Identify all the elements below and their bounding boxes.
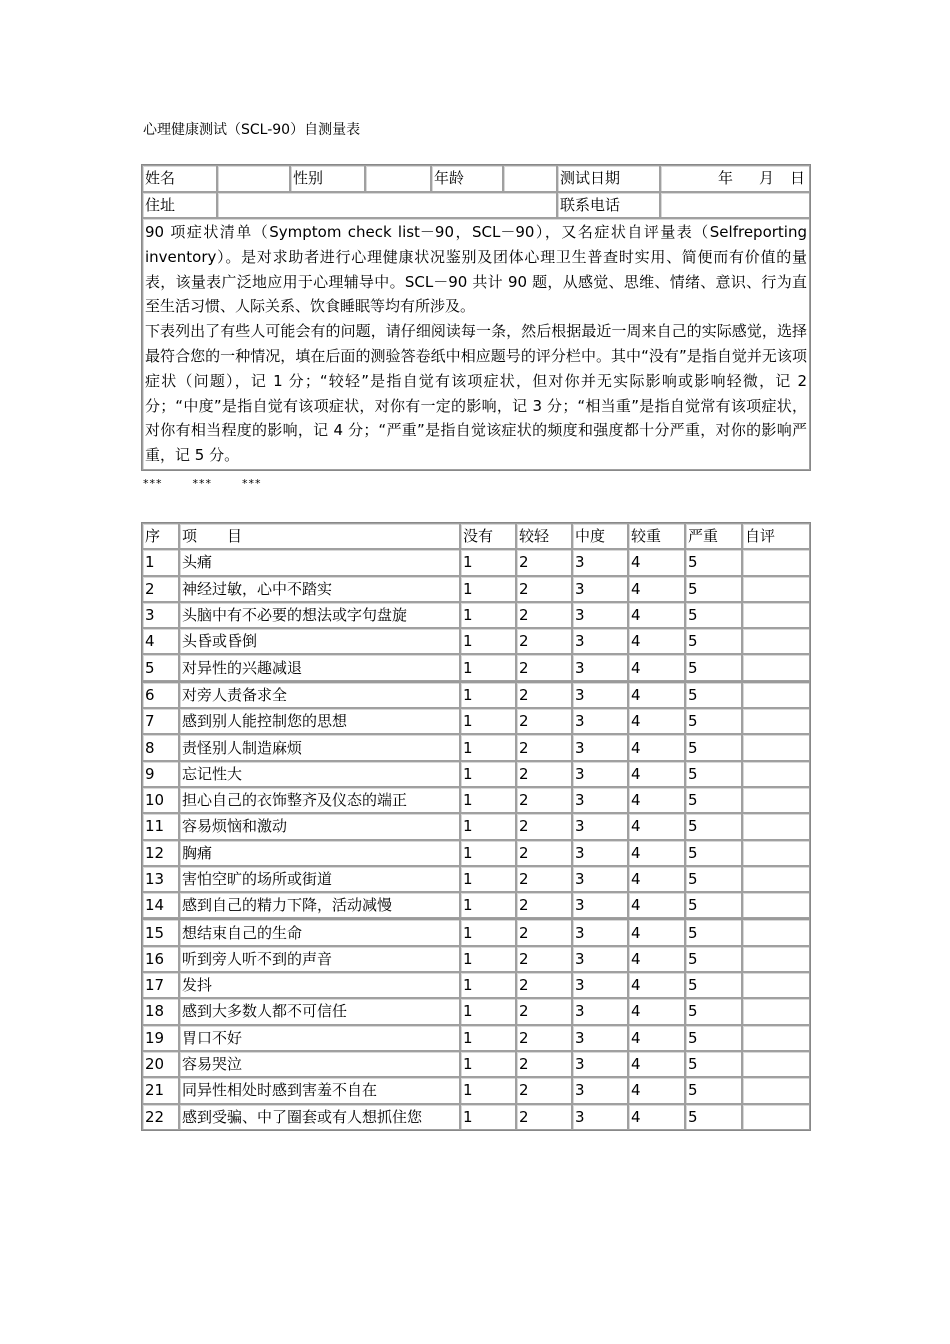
header-severe: 严重 (685, 523, 742, 549)
score-fairly-severe[interactable]: 4 (628, 972, 685, 998)
item-text: 发抖 (179, 972, 460, 998)
age-field[interactable] (503, 165, 557, 192)
score-mild[interactable]: 2 (516, 681, 572, 708)
self-rating-field[interactable] (742, 602, 810, 628)
table-row (142, 602, 810, 628)
table-row (142, 972, 810, 998)
score-fairly-severe[interactable]: 4 (628, 918, 685, 945)
table-row (142, 840, 810, 866)
score-severe[interactable]: 5 (685, 972, 742, 998)
self-rating-field[interactable] (742, 761, 810, 787)
score-severe[interactable]: 5 (685, 734, 742, 760)
form-row-contact (142, 192, 810, 219)
separator-mark: *** (192, 477, 212, 490)
item-text: 感到自己的精力下降，活动减慢 (179, 892, 460, 918)
form-row-description (142, 218, 810, 470)
score-mild[interactable]: 2 (516, 708, 572, 734)
score-fairly-severe[interactable]: 4 (628, 813, 685, 839)
score-severe[interactable]: 5 (685, 998, 742, 1024)
score-none[interactable]: 1 (460, 813, 516, 839)
self-rating-field[interactable] (742, 734, 810, 760)
score-none[interactable]: 1 (460, 946, 516, 972)
score-mild[interactable]: 2 (516, 840, 572, 866)
score-mild[interactable]: 2 (516, 761, 572, 787)
score-moderate[interactable]: 3 (572, 892, 628, 918)
score-none[interactable]: 1 (460, 892, 516, 918)
score-moderate[interactable]: 3 (572, 708, 628, 734)
score-severe[interactable]: 5 (685, 1077, 742, 1103)
row-number: 5 (142, 654, 179, 680)
score-none[interactable]: 1 (460, 576, 516, 602)
name-field[interactable] (217, 165, 290, 192)
table-row (142, 734, 810, 760)
row-number: 6 (142, 681, 179, 708)
score-none[interactable]: 1 (460, 1104, 516, 1130)
form-row-basic (142, 165, 810, 192)
item-text: 对异性的兴趣减退 (179, 654, 460, 680)
gender-field[interactable] (365, 165, 431, 192)
age-label: 年龄 (431, 165, 503, 192)
self-rating-field[interactable] (742, 681, 810, 708)
score-severe[interactable]: 5 (685, 681, 742, 708)
score-fairly-severe[interactable]: 4 (628, 892, 685, 918)
page-title: 心理健康测试（SCL-90）自测量表 (143, 122, 361, 138)
score-severe[interactable]: 5 (685, 918, 742, 945)
item-text: 忘记性大 (179, 761, 460, 787)
table-row (142, 998, 810, 1024)
score-severe[interactable]: 5 (685, 840, 742, 866)
phone-field[interactable] (660, 192, 810, 219)
row-number: 2 (142, 576, 179, 602)
self-rating-field[interactable] (742, 1025, 810, 1051)
item-text: 害怕空旷的场所或街道 (179, 866, 460, 892)
self-rating-field[interactable] (742, 708, 810, 734)
table-row (142, 946, 810, 972)
score-fairly-severe[interactable]: 4 (628, 1104, 685, 1130)
row-number: 18 (142, 998, 179, 1024)
score-moderate[interactable]: 3 (572, 1104, 628, 1130)
score-moderate[interactable]: 3 (572, 866, 628, 892)
description-instructions: 下表列出了有些人可能会有的问题，请仔细阅读每一条，然后根据最近一周来自己的实际感觉，选择最符合您的一种情况，填在后面的测验答卷纸中相应题号的评分栏中。其中“没有”是指自觉并无该项症状（问题），记 1 分；“较轻”是指自觉有该项症状，但对你并无实际影响或影响轻微，记 2 分；“中度”是指自觉有该项症状，对你有一定的影响，记 3 分；“相当重”是指自觉常有该项症状，对你有相当程度的影响，记 4 分；“严重”是指自觉该症状的频度和强度都十分严重，对你的影响严重，记 5 分。 (145, 322, 807, 465)
header-fairly-severe: 较重 (628, 523, 685, 549)
gender-label: 性别 (290, 165, 365, 192)
date-month: 月 (758, 169, 774, 187)
score-none[interactable]: 1 (460, 840, 516, 866)
score-mild[interactable]: 2 (516, 946, 572, 972)
row-number: 12 (142, 840, 179, 866)
self-rating-field[interactable] (742, 1104, 810, 1130)
address-label: 住址 (142, 192, 217, 219)
table-row (142, 866, 810, 892)
item-text: 感到受骗、中了圈套或有人想抓住您 (179, 1104, 460, 1130)
score-moderate[interactable]: 3 (572, 840, 628, 866)
separator-line (143, 476, 292, 492)
row-number: 10 (142, 787, 179, 813)
item-text: 感到大多数人都不可信任 (179, 998, 460, 1024)
item-text: 担心自己的衣饰整齐及仪态的端正 (179, 787, 460, 813)
score-moderate[interactable]: 3 (572, 1025, 628, 1051)
score-fairly-severe[interactable]: 4 (628, 549, 685, 575)
score-none[interactable]: 1 (460, 1077, 516, 1103)
header-no: 序 (142, 523, 179, 549)
score-mild[interactable]: 2 (516, 576, 572, 602)
score-severe[interactable]: 5 (685, 1051, 742, 1077)
table-row (142, 1077, 810, 1103)
score-mild[interactable]: 2 (516, 972, 572, 998)
self-rating-field[interactable] (742, 813, 810, 839)
header-moderate: 中度 (572, 523, 628, 549)
score-moderate[interactable]: 3 (572, 1077, 628, 1103)
score-fairly-severe[interactable]: 4 (628, 576, 685, 602)
row-number: 11 (142, 813, 179, 839)
row-number: 15 (142, 918, 179, 945)
score-mild[interactable]: 2 (516, 787, 572, 813)
self-rating-field[interactable] (742, 1051, 810, 1077)
score-fairly-severe[interactable]: 4 (628, 866, 685, 892)
separator-mark: *** (143, 477, 163, 490)
header-self-rating: 自评 (742, 523, 810, 549)
self-rating-field[interactable] (742, 972, 810, 998)
self-rating-field[interactable] (742, 866, 810, 892)
items-body (142, 549, 810, 1130)
score-fairly-severe[interactable]: 4 (628, 654, 685, 680)
score-none[interactable]: 1 (460, 602, 516, 628)
self-rating-field[interactable] (742, 892, 810, 918)
score-none[interactable]: 1 (460, 918, 516, 945)
score-moderate[interactable]: 3 (572, 576, 628, 602)
header-none: 没有 (460, 523, 516, 549)
table-row (142, 628, 810, 654)
table-row (142, 761, 810, 787)
name-label: 姓名 (142, 165, 217, 192)
test-date-field[interactable] (660, 165, 810, 192)
score-severe[interactable]: 5 (685, 787, 742, 813)
item-text: 头脑中有不必要的想法或字句盘旋 (179, 602, 460, 628)
score-none[interactable]: 1 (460, 628, 516, 654)
table-row (142, 892, 810, 918)
table-row (142, 1104, 810, 1130)
score-mild[interactable]: 2 (516, 1104, 572, 1130)
score-severe[interactable]: 5 (685, 761, 742, 787)
score-moderate[interactable]: 3 (572, 787, 628, 813)
score-moderate[interactable]: 3 (572, 628, 628, 654)
table-row (142, 1051, 810, 1077)
score-moderate[interactable]: 3 (572, 602, 628, 628)
self-rating-field[interactable] (742, 787, 810, 813)
table-row (142, 813, 810, 839)
item-text: 听到旁人听不到的声音 (179, 946, 460, 972)
score-mild[interactable]: 2 (516, 813, 572, 839)
self-rating-field[interactable] (742, 628, 810, 654)
self-rating-field[interactable] (742, 549, 810, 575)
score-moderate[interactable]: 3 (572, 998, 628, 1024)
header-mild: 较轻 (516, 523, 572, 549)
item-text: 容易哭泣 (179, 1051, 460, 1077)
score-fairly-severe[interactable]: 4 (628, 998, 685, 1024)
item-text: 同异性相处时感到害羞不自在 (179, 1077, 460, 1103)
score-severe[interactable]: 5 (685, 576, 742, 602)
address-field[interactable] (217, 192, 557, 219)
score-none[interactable]: 1 (460, 866, 516, 892)
row-number: 19 (142, 1025, 179, 1051)
score-mild[interactable]: 2 (516, 892, 572, 918)
table-row (142, 787, 810, 813)
date-year: 年 (717, 169, 733, 187)
score-severe[interactable]: 5 (685, 892, 742, 918)
score-severe[interactable]: 5 (685, 813, 742, 839)
item-text: 胃口不好 (179, 1025, 460, 1051)
score-severe[interactable]: 5 (685, 708, 742, 734)
self-rating-field[interactable] (742, 1077, 810, 1103)
score-mild[interactable]: 2 (516, 654, 572, 680)
score-moderate[interactable]: 3 (572, 972, 628, 998)
score-moderate[interactable]: 3 (572, 1051, 628, 1077)
description-intro: 90 项症状清单（Symptom check list－90，SCL－90），又名症状自评量表（Selfreporting inventory）。是对求助者进行心理健康状况鉴别及团体心理卫生普查时实用、简便而有价值的量表，该量表广泛地应用于心理辅导中。SCL－90 共计 90 题，从感觉、思维、情绪、意识、行为直至生活习惯、人际关系、饮食睡眠等均有所涉及。 (145, 223, 807, 316)
item-text: 头痛 (179, 549, 460, 575)
score-mild[interactable]: 2 (516, 628, 572, 654)
row-number: 16 (142, 946, 179, 972)
score-mild[interactable]: 2 (516, 1025, 572, 1051)
score-none[interactable]: 1 (460, 1051, 516, 1077)
item-text: 神经过敏，心中不踏实 (179, 576, 460, 602)
score-none[interactable]: 1 (460, 998, 516, 1024)
score-fairly-severe[interactable]: 4 (628, 840, 685, 866)
row-number: 14 (142, 892, 179, 918)
score-severe[interactable]: 5 (685, 866, 742, 892)
item-text: 胸痛 (179, 840, 460, 866)
score-moderate[interactable]: 3 (572, 549, 628, 575)
item-text: 想结束自己的生命 (179, 918, 460, 945)
item-text: 责怪别人制造麻烦 (179, 734, 460, 760)
score-fairly-severe[interactable]: 4 (628, 708, 685, 734)
score-severe[interactable]: 5 (685, 628, 742, 654)
description-cell (142, 218, 810, 470)
score-mild[interactable]: 2 (516, 1051, 572, 1077)
score-none[interactable]: 1 (460, 787, 516, 813)
self-rating-field[interactable] (742, 576, 810, 602)
item-text: 对旁人责备求全 (179, 681, 460, 708)
score-fairly-severe[interactable]: 4 (628, 681, 685, 708)
score-moderate[interactable]: 3 (572, 761, 628, 787)
row-number: 8 (142, 734, 179, 760)
score-severe[interactable]: 5 (685, 946, 742, 972)
table-row (142, 576, 810, 602)
test-date-label: 测试日期 (557, 165, 660, 192)
date-day: 日 (789, 169, 805, 187)
table-row (142, 918, 810, 945)
row-number: 9 (142, 761, 179, 787)
row-number: 3 (142, 602, 179, 628)
score-moderate[interactable]: 3 (572, 681, 628, 708)
row-number: 4 (142, 628, 179, 654)
score-moderate[interactable]: 3 (572, 946, 628, 972)
table-row (142, 708, 810, 734)
score-none[interactable]: 1 (460, 734, 516, 760)
score-severe[interactable]: 5 (685, 654, 742, 680)
score-mild[interactable]: 2 (516, 866, 572, 892)
score-none[interactable]: 1 (460, 972, 516, 998)
symptom-items-table (141, 522, 811, 1131)
item-text: 感到别人能控制您的思想 (179, 708, 460, 734)
item-text: 容易烦恼和激动 (179, 813, 460, 839)
score-fairly-severe[interactable]: 4 (628, 734, 685, 760)
score-fairly-severe[interactable]: 4 (628, 787, 685, 813)
row-number: 17 (142, 972, 179, 998)
row-number: 20 (142, 1051, 179, 1077)
table-header-row (142, 523, 810, 549)
score-none[interactable]: 1 (460, 1025, 516, 1051)
score-mild[interactable]: 2 (516, 918, 572, 945)
row-number: 13 (142, 866, 179, 892)
score-mild[interactable]: 2 (516, 998, 572, 1024)
score-none[interactable]: 1 (460, 549, 516, 575)
self-rating-field[interactable] (742, 840, 810, 866)
table-row (142, 549, 810, 575)
score-fairly-severe[interactable]: 4 (628, 761, 685, 787)
score-fairly-severe[interactable]: 4 (628, 1077, 685, 1103)
self-rating-field[interactable] (742, 998, 810, 1024)
score-mild[interactable]: 2 (516, 1077, 572, 1103)
row-number: 22 (142, 1104, 179, 1130)
score-none[interactable]: 1 (460, 681, 516, 708)
score-none[interactable]: 1 (460, 654, 516, 680)
score-mild[interactable]: 2 (516, 549, 572, 575)
score-severe[interactable]: 5 (685, 1025, 742, 1051)
score-mild[interactable]: 2 (516, 734, 572, 760)
score-moderate[interactable]: 3 (572, 813, 628, 839)
score-fairly-severe[interactable]: 4 (628, 1025, 685, 1051)
table-row (142, 681, 810, 708)
score-fairly-severe[interactable]: 4 (628, 946, 685, 972)
row-number: 1 (142, 549, 179, 575)
score-fairly-severe[interactable]: 4 (628, 1051, 685, 1077)
self-rating-field[interactable] (742, 918, 810, 945)
header-item: 项 目 (179, 523, 460, 549)
row-number: 7 (142, 708, 179, 734)
score-severe[interactable]: 5 (685, 602, 742, 628)
score-moderate[interactable]: 3 (572, 918, 628, 945)
separator-mark: *** (242, 477, 262, 490)
score-severe[interactable]: 5 (685, 1104, 742, 1130)
item-text: 头昏或昏倒 (179, 628, 460, 654)
table-row (142, 1025, 810, 1051)
score-fairly-severe[interactable]: 4 (628, 602, 685, 628)
score-moderate[interactable]: 3 (572, 654, 628, 680)
row-number: 21 (142, 1077, 179, 1103)
score-severe[interactable]: 5 (685, 549, 742, 575)
score-fairly-severe[interactable]: 4 (628, 628, 685, 654)
score-none[interactable]: 1 (460, 708, 516, 734)
score-none[interactable]: 1 (460, 761, 516, 787)
personal-info-form (141, 164, 811, 471)
table-row (142, 654, 810, 680)
self-rating-field[interactable] (742, 946, 810, 972)
score-mild[interactable]: 2 (516, 602, 572, 628)
self-rating-field[interactable] (742, 654, 810, 680)
phone-label: 联系电话 (557, 192, 660, 219)
score-moderate[interactable]: 3 (572, 734, 628, 760)
